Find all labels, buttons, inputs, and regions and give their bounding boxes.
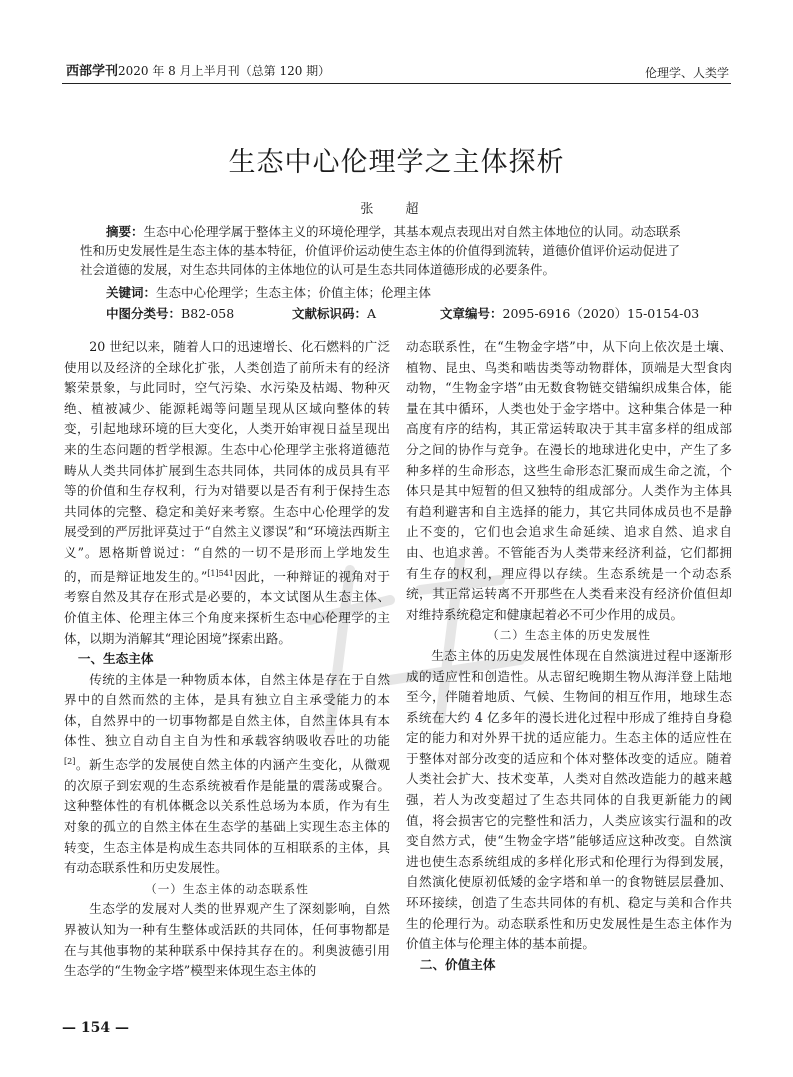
abstract-line-2: 性和历史发展性是生态主体的基本特征，价值评价运动使生态主体的价值得到流转，道德价值评价运动促进了 [80,243,681,258]
citation-2: [2] [64,757,76,767]
page-number: — 154 — [62,1020,129,1036]
citation-1: [1]541 [207,568,234,578]
section-heading-value-subject: 二、价值主体 [419,956,496,972]
article-number-value: 2095-6916（2020）15-0154-03 [502,306,700,321]
eco-text-a: 传统的主体是一种物质本体，自然主体是存在于自然界中的自然而然的主体，是具有独立自主承受能力的本体，自然界中的一切事物都是自然主体，自然主体具有本体性、独立自动自主自为性和承载容纳吸收吞吐的功能 [64,671,390,749]
paragraph-dynamic-start: 生态学的发展对人类的世界观产生了深刻影响，自然界被认知为一种有生整体或活跃的共同体，任何事物都是在与其他事物的某种联系中保持其存在的。利奥波德引用生态学的“生物金字塔”模型来体现生态主体的 [64,901,390,979]
journal-logo: 西部学刊 [66,64,119,79]
author-name: 张 超 [360,202,433,217]
abstract [80,222,720,279]
journal-header [66,60,330,79]
header-divider [62,83,731,84]
right-column [406,337,732,975]
abstract-label: 摘要： [106,224,144,239]
subsection-heading-historical: （二）生态主体的历史发展性 [487,628,651,643]
paragraph-ecological-subject [64,670,390,879]
keywords [106,283,431,301]
paragraph-dynamic-cont: 动态联系性，在“生物金字塔”中，从下向上依次是土壤、植物、昆虫、鸟类和啮齿类等动物群体，顶端是大型食肉动物，“生物金字塔”由无数食物链交错编织成集合体，能量在其中循环，人类也处于金字塔中。这种集合体是一种高度有序的结构，其正常运转取决于其丰富多样的组成部分之间的协作与竞争。在漫长的地球进化史中，产生了多种多样的生命形态，这些生命形态汇聚而成生命之流，个体只是其中短暂的但又独特的组成部分。人类作为主体具有趋利避害和自主选择的能力，其它共同体成员也不是静止不变的，它们也会追求生命延续、追求自然、追求自由、也追求善。不管能否为人类带来经济利益，它们都拥有生存的权利，理应得以存续。生态系统是一个动态系统，其正常运转离不开那些在人类看来没有经济价值但却对维持系统稳定和健康起着必不可少作用的成员。 [406,339,732,622]
section-heading-ecological-subject: 一、生态主体 [77,651,154,667]
left-column [64,337,390,982]
article-number-label: 文章编号： [440,306,503,321]
paragraph-historical: 生态主体的历史发展性体现在自然演进过程中逐渐形成的适应性和创造性。从志留纪晚期生物从海洋登上陆地至今，伴随着地质、气候、生物间的相互作用，地球生态系统在大约 4 亿多年的漫长进化过程中形成了维持自身稳定的能力和对外界干扰的适应能力。生态主体的适应性在于整体对部分改变的适应和个体对整体改变的适应。随着人类社会扩大、技术变革，人类对自然改造能力的越来越强，若人为改变超过了生态共同体的自我更新能力的阈值，将会损害它的完整性和活力，人类应该实行温和的改变自然方式，使“生物金字塔”能够适应这种改变。自然演进也使生态系统组成的多样化形式和伦理行为得到发展，自然演化使原初低矮的金字塔和单一的食物链层层叠加、环环接续，创造了生态共同体的有机、稳定与美和合作共生的伦理行为。动态联系性和历史发展性是生态主体作为价值主体与伦理主体的基本前提。 [406,647,732,952]
eco-text-b: 。新生态学的发展使自然主体的内涵产生变化，从微观的次原子到宏观的生态系统被看作是能量的震荡或聚合。这种整体性的有机体概念以关系性总场为本质，作为有生对象的孤立的自然主体在生态学的基础上实现生态主体的转变，生态主体是构成生态共同体的互相联系的主体，具有动态联系性和历史发展性。 [64,757,390,876]
clc-label: 中图分类号： [106,306,182,321]
keywords-label: 关键词： [106,285,157,300]
abstract-line-1: 生态中心伦理学属于整体主义的环境伦理学，其基本观点表现出对自然主体地位的认同。动态联系 [143,224,682,239]
doc-code-label: 文献标识码： [292,306,368,321]
section-label: 伦理学、人类学 [644,66,729,80]
doc-code-value: A [367,306,377,321]
intro-text-b: 因此，一种辩证的视角对于考察自然及其存在形式是必要的，本文试图从生态主体、价值主体、伦理主体三个角度来探析生态中心伦理学的主体，以期为消解其“理论困境”探索出路。 [64,568,391,646]
subsection-heading-dynamic: （一）生态主体的动态联系性 [145,881,309,896]
clc-value: B82-058 [181,306,235,321]
intro-paragraph [64,337,390,649]
keywords-text: 生态中心伦理学；生态主体；价值主体；伦理主体 [156,285,432,300]
issue-info: 2020 年 8 月上半月刊（总第 120 期） [118,64,331,78]
article-title: 生态中心伦理学之主体探析 [228,147,565,178]
abstract-line-3: 社会道德的发展，对生态共同体的主体地位的认可是生态共同体道德形成的必要条件。 [80,262,556,277]
intro-text-a: 20 世纪以来，随着人口的迅速增长、化石燃料的广泛使用以及经济的全球化扩张，人类创造了前所未有的经济繁荣景象，与此同时，空气污染、水污染及枯竭、物种灭绝、植被减少、能源耗竭等问题呈现从区域向整体的转变，引起地球环境的巨大变化，人类开始审视日益呈现出来的生态问题的哲学根源。生态中心伦理学主张将道德范畴从人类共同体扩展到生态共同体，共同体的成员具有平等的价值和生存权利，行为对错要以是否有利于保持生态共同体的完整、稳定和美好来考察。生态中心伦理学的发展受到的严厉批评莫过于“自然主义谬误”和“环境法西斯主义”。恩格斯曾说过：“自然的一切不是形而上学地发生的，而是辩证地发生的。” [64,339,390,584]
